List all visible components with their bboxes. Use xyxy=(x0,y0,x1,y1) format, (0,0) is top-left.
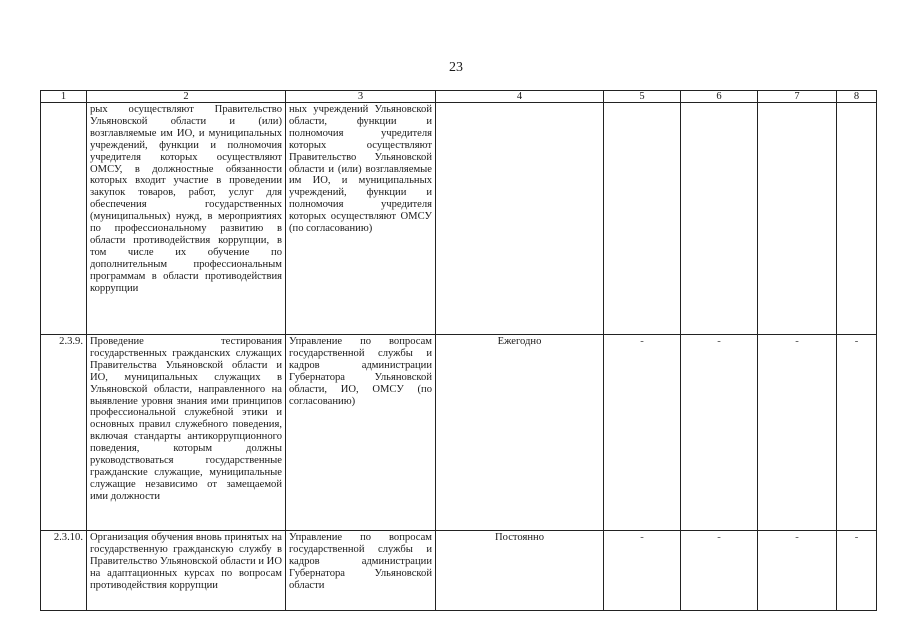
measure-cell: рых осуществляют Правительство Ульяновской области и (или) возглавляемые им ИО, и муниципальных учреждений, функции и полномочия учредителя которых осуществляют ОМСУ, в должностные обязанности которых входит участие в проведении закупок товаров, работ, услуг для обеспечения государственных (муниципальных) нужд, в мероприятиях по профессиональному развитию в области противодействия коррупции, в том числе их обучение по дополнительным профессиональным программам в области противодействия коррупции xyxy=(87,103,286,335)
column-header-3: 3 xyxy=(286,91,436,103)
measure-cell: Проведение тестирования государственных гражданских служащих Правительства Ульяновской области и ИО, муниципальных служащих в Ульяновской области, направленного на выявление уровня знания ими принципов профессиональной служебной этики и основных правил служебного поведения, включая стандарты антикоррупционного поведения, которым должны руководствоваться государственные гражданские служащие, муниципальные служащие независимо от замещаемой ими должности xyxy=(87,335,286,531)
row-number: 2.3.10. xyxy=(41,531,87,611)
row-number: 2.3.9. xyxy=(41,335,87,531)
col8-cell: - xyxy=(837,335,877,531)
executor-cell: ных учреждений Ульяновской области, функции и полномочия учредителя которых осуществляют Правительство Ульяновской области и (или) возглавляемые им ИО, и муниципальных учреждений, функции и полномочия учредителя которых осуществляют ОМСУ (по согласованию) xyxy=(286,103,436,335)
col8-cell: - xyxy=(837,531,877,611)
col5-cell: - xyxy=(604,335,681,531)
col5-cell xyxy=(604,103,681,335)
term-cell xyxy=(436,103,604,335)
row-number xyxy=(41,103,87,335)
term-cell: Ежегодно xyxy=(436,335,604,531)
column-header-4: 4 xyxy=(436,91,604,103)
column-header-8: 8 xyxy=(837,91,877,103)
measure-cell: Организация обучения вновь принятых на государственную гражданскую службу в Правительство Ульяновской области и ИО на адаптационных курсах по вопросам противодействия коррупции xyxy=(87,531,286,611)
col8-cell xyxy=(837,103,877,335)
col6-cell: - xyxy=(681,531,758,611)
executor-cell: Управление по вопросам государственной службы и кадров администрации Губернатора Ульяновской области xyxy=(286,531,436,611)
page-number: 23 xyxy=(449,60,463,75)
col6-cell xyxy=(681,103,758,335)
col7-cell xyxy=(758,103,837,335)
column-header-1: 1 xyxy=(41,91,87,103)
header-row xyxy=(41,91,877,103)
table-row xyxy=(41,531,877,611)
col6-cell: - xyxy=(681,335,758,531)
column-header-5: 5 xyxy=(604,91,681,103)
plan-table xyxy=(40,90,877,611)
column-header-2: 2 xyxy=(87,91,286,103)
column-header-6: 6 xyxy=(681,91,758,103)
executor-cell: Управление по вопросам государственной службы и кадров администрации Губернатора Ульяновской области, ИО, ОМСУ (по согласованию) xyxy=(286,335,436,531)
col7-cell: - xyxy=(758,531,837,611)
column-header-7: 7 xyxy=(758,91,837,103)
term-cell: Постоянно xyxy=(436,531,604,611)
table-row xyxy=(41,103,877,335)
col5-cell: - xyxy=(604,531,681,611)
table-row xyxy=(41,335,877,531)
col7-cell: - xyxy=(758,335,837,531)
